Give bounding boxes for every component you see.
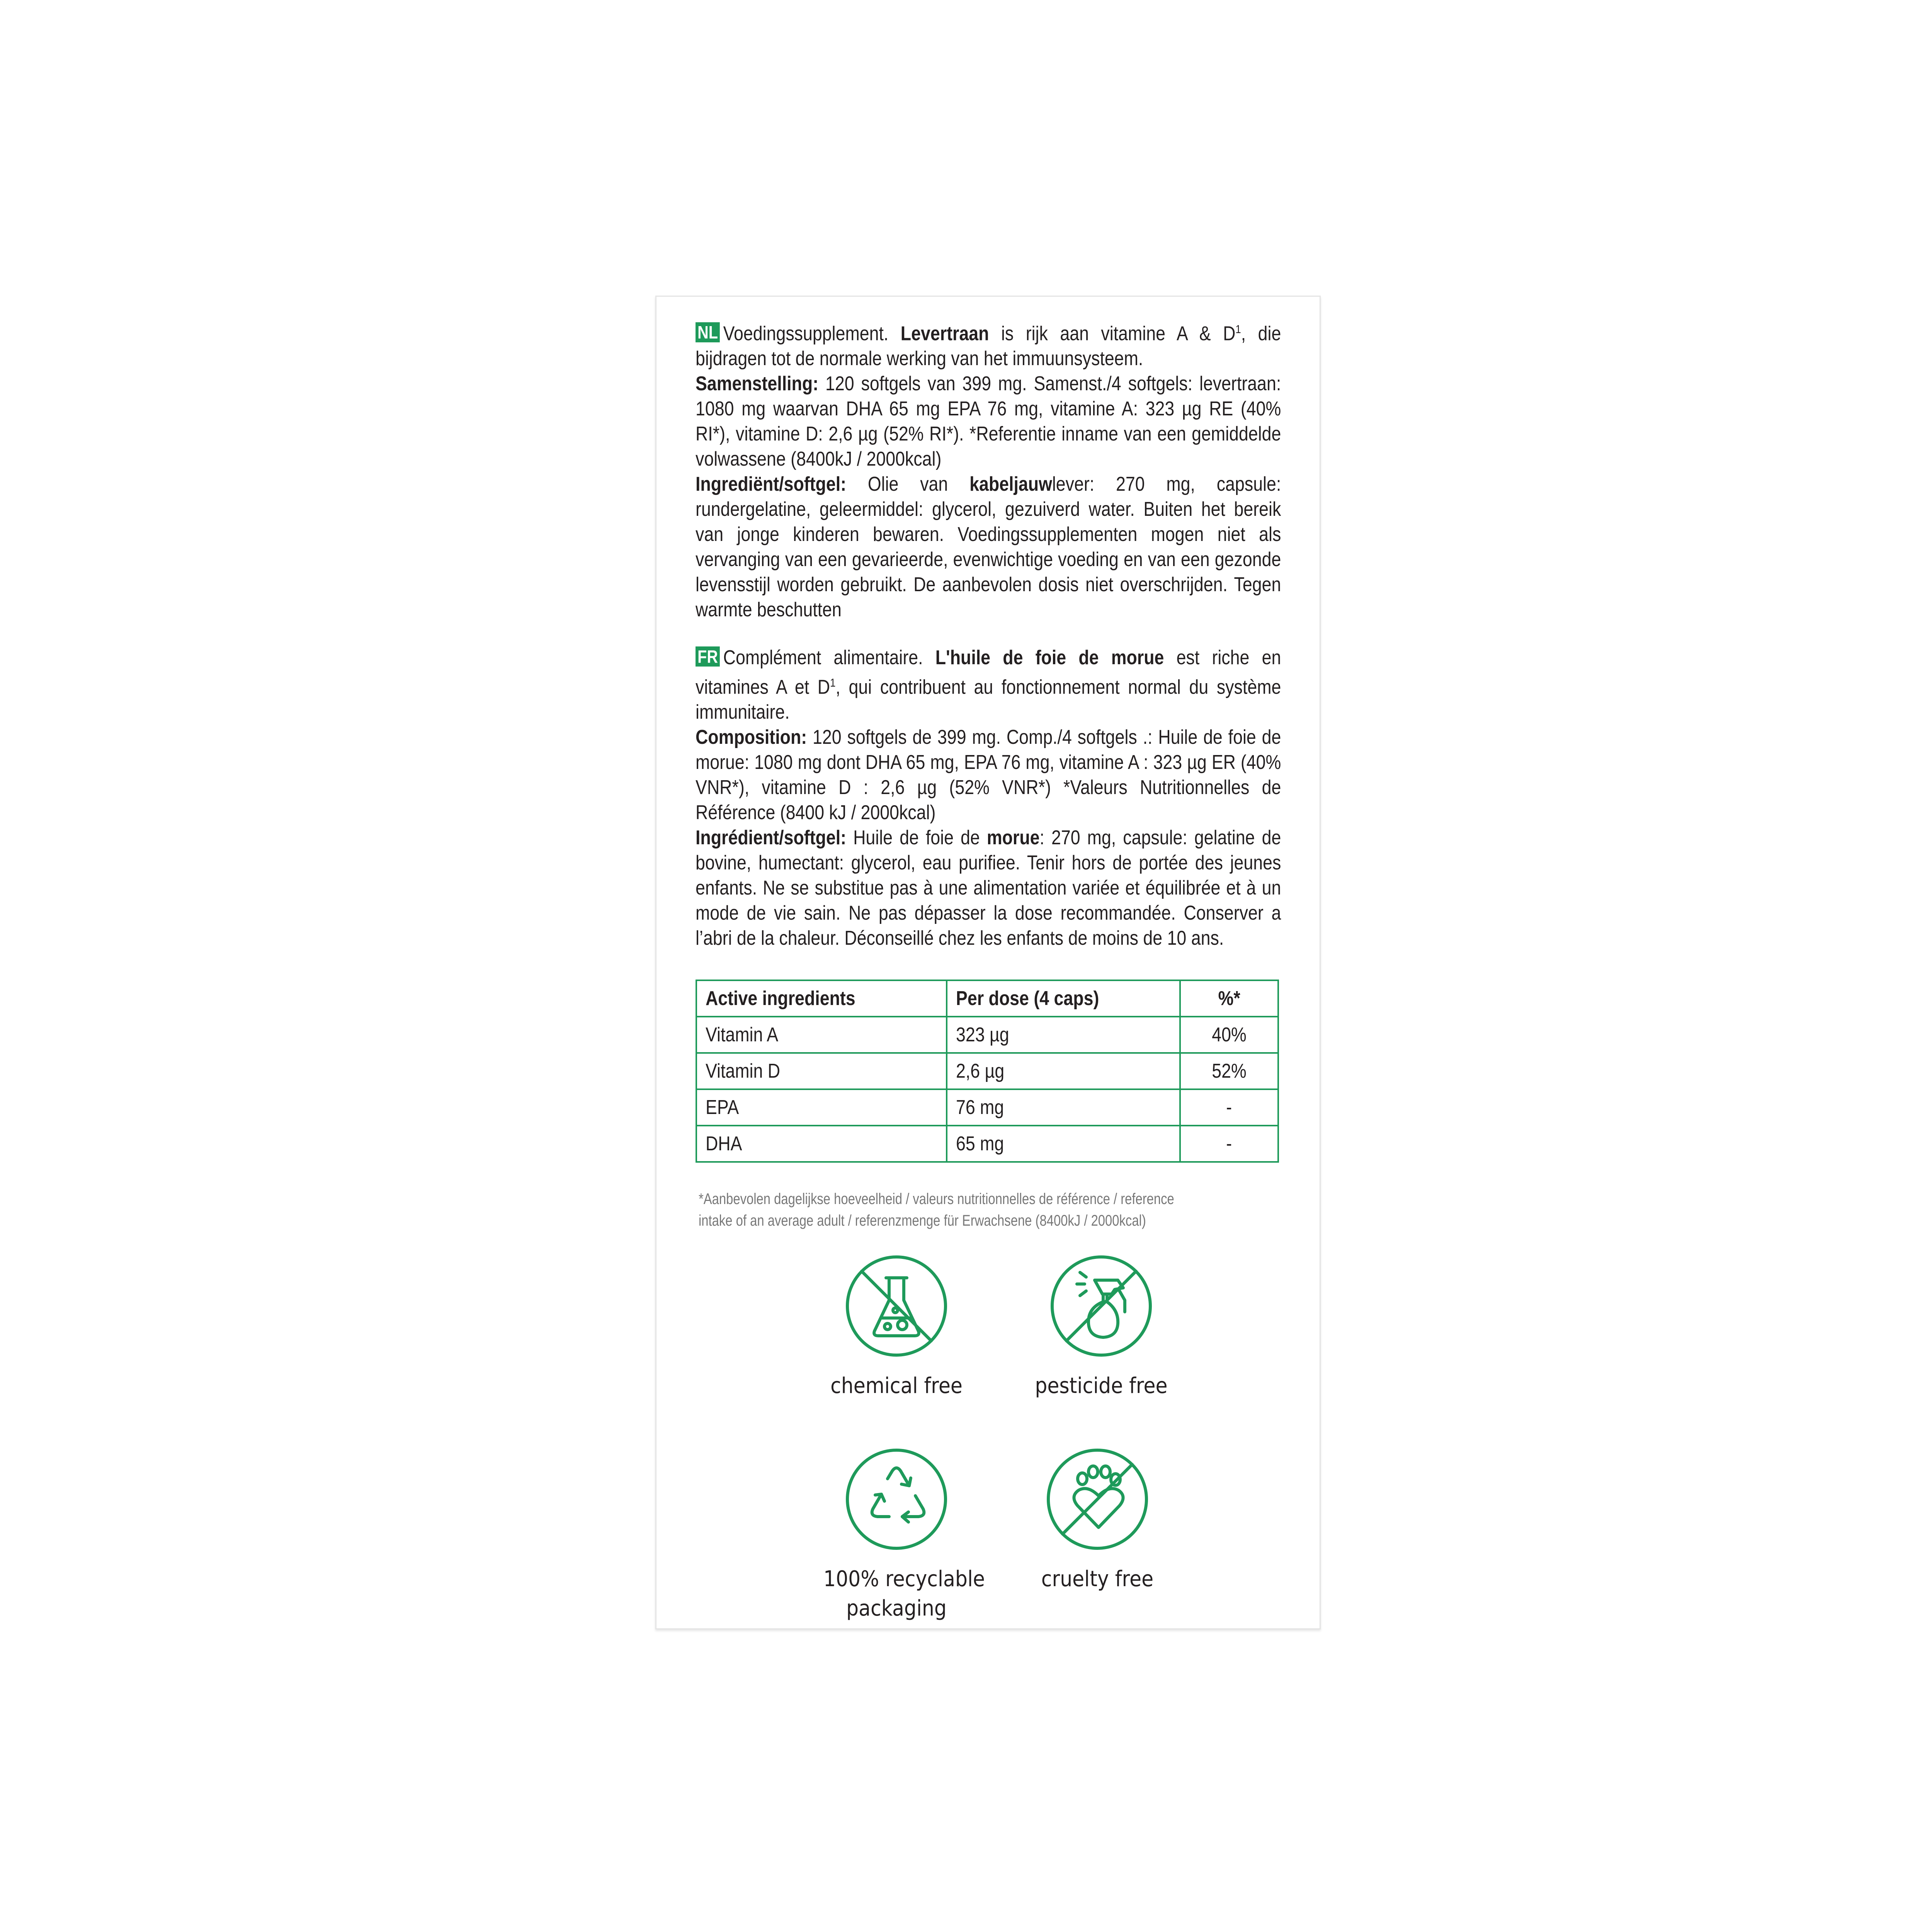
fr-ingredient-text-2: : 270 mg, capsule: gelatine de bovine, humectant: glycerol, eau purifiee. Tenir hors de portée des jeunes enfants. Ne se substitue pas à une alimentation variée et équilibrée et à un mode de vie sain. Ne pas dépasser la dose recommandée. Conserver a l’abri de la chaleur. Déconseillé chez les enfants de moins de 10 ans. (696, 827, 1281, 950)
table-row (696, 1126, 1278, 1162)
table-row (696, 1089, 1278, 1126)
chemical-free-badge (815, 1254, 978, 1401)
fr-composition-text: 120 softgels de 399 mg. Comp./4 softgels .: Huile de foie de morue: 1080 mg dont DHA 65 mg, EPA 76 mg, vitamine A : 323 µg ER (40% VNR*), vitamine D : 2,6 µg (52% VNR*) *Valeurs Nutritionnelles de Référence (8400 kJ / 2000kcal) (696, 726, 1281, 824)
footnote-line-1: *Aanbevolen dagelijkse hoeveelheid / valeurs nutritionnelles de référence / reference (699, 1190, 1174, 1208)
chemical-free-label: chemical free (830, 1373, 963, 1398)
table-row (696, 1053, 1278, 1089)
table-cell: 323 µg (947, 1017, 1180, 1053)
table-cell: - (1180, 1089, 1278, 1126)
fr-claim-1: est riche en vitamines A et D (696, 646, 1281, 699)
cruelty-free-label: cruelty free (1041, 1566, 1154, 1592)
nl-claim-sup: 1 (1235, 323, 1241, 336)
nl-claim-2: , die bijdragen tot de normale werking van het immuunsysteem. (696, 322, 1281, 370)
fr-claim-2: , qui contribuent au fonctionnement normal du système immunitaire. (696, 676, 1281, 724)
recycle-icon (844, 1447, 949, 1551)
fr-composition-label: Composition: (696, 726, 807, 749)
recyclable-label-line-2: packaging (846, 1596, 947, 1621)
table-cell: 52% (1180, 1053, 1278, 1089)
nl-section (696, 317, 1281, 622)
fr-ingredient-allergen: morue (986, 827, 1040, 849)
table-header-cell: %* (1180, 980, 1278, 1017)
recyclable-label-line-1: 100% recyclable (823, 1566, 985, 1592)
table-cell: 76 mg (947, 1089, 1180, 1126)
table-cell: 40% (1180, 1017, 1278, 1053)
recyclable-badge (815, 1447, 985, 1623)
nl-claim-1: is rijk aan vitamine A & D (1001, 322, 1236, 345)
recyclable-label (823, 1565, 985, 1623)
nl-ingredient-text-2: lever: 270 mg, capsule: rundergelatine, geleermiddel: glycerol, gezuiverd water. Buiten het bereik van jonge kinderen bewaren. Voedingssupplementen mogen niet als vervanging van een gevarieerde, evenwichtige voeding en van een gezonde levensstijl worden gebruikt. De aanbevolen dosis niet overschrijden. Tegen warmte beschutten (696, 473, 1281, 621)
table-cell: Vitamin A (696, 1017, 947, 1053)
fr-section (696, 645, 1281, 951)
pesticide-free-label: pesticide free (1035, 1373, 1168, 1398)
cruelty-free-badge (1016, 1447, 1179, 1594)
table-cell: DHA (696, 1126, 947, 1162)
fr-ingredient-text-1: Huile de foie de (853, 827, 980, 849)
table-header-row (696, 980, 1278, 1017)
table-cell: 65 mg (947, 1126, 1180, 1162)
spray-icon (1049, 1254, 1153, 1358)
table-cell: Vitamin D (696, 1053, 947, 1089)
nl-composition-label: Samenstelling: (696, 372, 819, 395)
flask-icon (844, 1254, 949, 1358)
ingredients-table (696, 980, 1279, 1163)
fr-product: L'huile de foie de morue (935, 646, 1164, 669)
fr-badge: FR (696, 646, 720, 667)
nl-ingredient-text-1: Olie van (867, 473, 948, 496)
nl-intro: Voedingssupplement. (723, 322, 889, 345)
fr-intro: Complément alimentaire. (723, 646, 923, 669)
paw-heart-icon (1045, 1447, 1150, 1551)
nl-composition-text: 120 softgels van 399 mg. Samenst./4 softgels: levertraan: 1080 mg waarvan DHA 65 mg EPA 76 mg, vitamine A: 323 µg RE (40% RI*), vitamine D: 2,6 µg (52% RI*). *Referentie inname van een gemiddelde volwassene (8400kJ / 2000kcal) (696, 372, 1281, 471)
fr-ingredient-label: Ingrédient/softgel: (696, 827, 847, 849)
nl-ingredient-label: Ingrediënt/softgel: (696, 473, 847, 496)
table-row (696, 1017, 1278, 1053)
table-cell: EPA (696, 1089, 947, 1126)
nl-badge: NL (696, 322, 720, 342)
table-cell: 2,6 µg (947, 1053, 1180, 1089)
table-header-cell: Per dose (4 caps) (947, 980, 1180, 1017)
fr-claim-sup: 1 (830, 677, 836, 689)
table-header-cell: Active ingredients (696, 980, 947, 1017)
nl-product: Levertraan (900, 322, 989, 345)
footnote-line-2: intake of an average adult / referenzmenge für Erwachsene (8400kJ / 2000kcal) (699, 1212, 1146, 1229)
pesticide-free-badge (1020, 1254, 1182, 1401)
table-cell: - (1180, 1126, 1278, 1162)
nl-ingredient-allergen: kabeljauw (969, 473, 1052, 496)
footnote (699, 1188, 1269, 1231)
